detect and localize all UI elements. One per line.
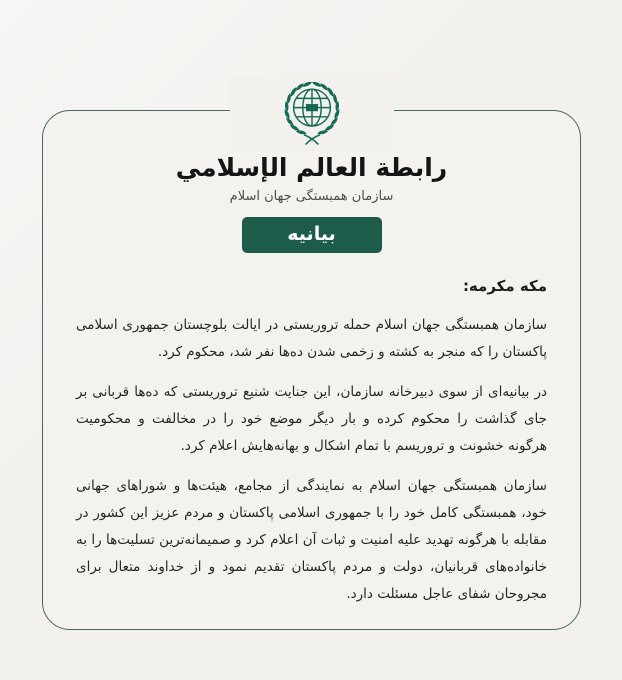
emblem-wrap: [230, 75, 394, 153]
statement-paragraph-3: سازمان همبستگی جهان اسلام به نمایندگی از مجامع، هیئت‌ها و شوراهای جهانی خود، همبستگی کامل خود را با جمهوری اسلامی پاکستان و مردم عزیز این کشور در مقابله با هرگونه تهدید علیه امنیت و ثبات آن اعلام کرد و صمیمانه‌ترین تسلیت‌ها را به خانواده‌های قربانیان، دولت و مردم پاکستان تقدیم نمود و از خداوند متعال برای مجروحان شفای عاجل مسئلت دارد.: [76, 478, 547, 602]
statement-card: [42, 110, 581, 630]
statement-banner-label: بيانيه: [242, 217, 382, 253]
statement-paragraph-2: در بیانیه‌ای از سوی دبیرخانه سازمان، این جنایت شنیع تروریستی که ده‌ها قربانی بر جای گذاشت را محکوم کرده و بار دیگر موضع خود را در مخالفت و محکومیت هرگونه خشونت و تروریسم با تمام اشکال و بهانه‌هایش اعلام کرد.: [76, 384, 547, 454]
muslim-world-league-emblem: [256, 75, 368, 153]
organization-persian-subtitle: سازمان همبستگی جهان اسلام: [229, 189, 394, 204]
dateline: مکه مکرمه:: [462, 277, 547, 295]
statement-body: [43, 253, 580, 608]
organization-arabic-title: رابطة العالم الإسلامي: [175, 153, 448, 182]
statement-paragraph-1: سازمان همبستگی جهان اسلام حمله تروریستی در ایالت بلوچستان جمهوری اسلامی پاکستان را که منجر به کشته و زخمی شدن ده‌ها نفر شد، محکوم کرد.: [76, 317, 547, 360]
